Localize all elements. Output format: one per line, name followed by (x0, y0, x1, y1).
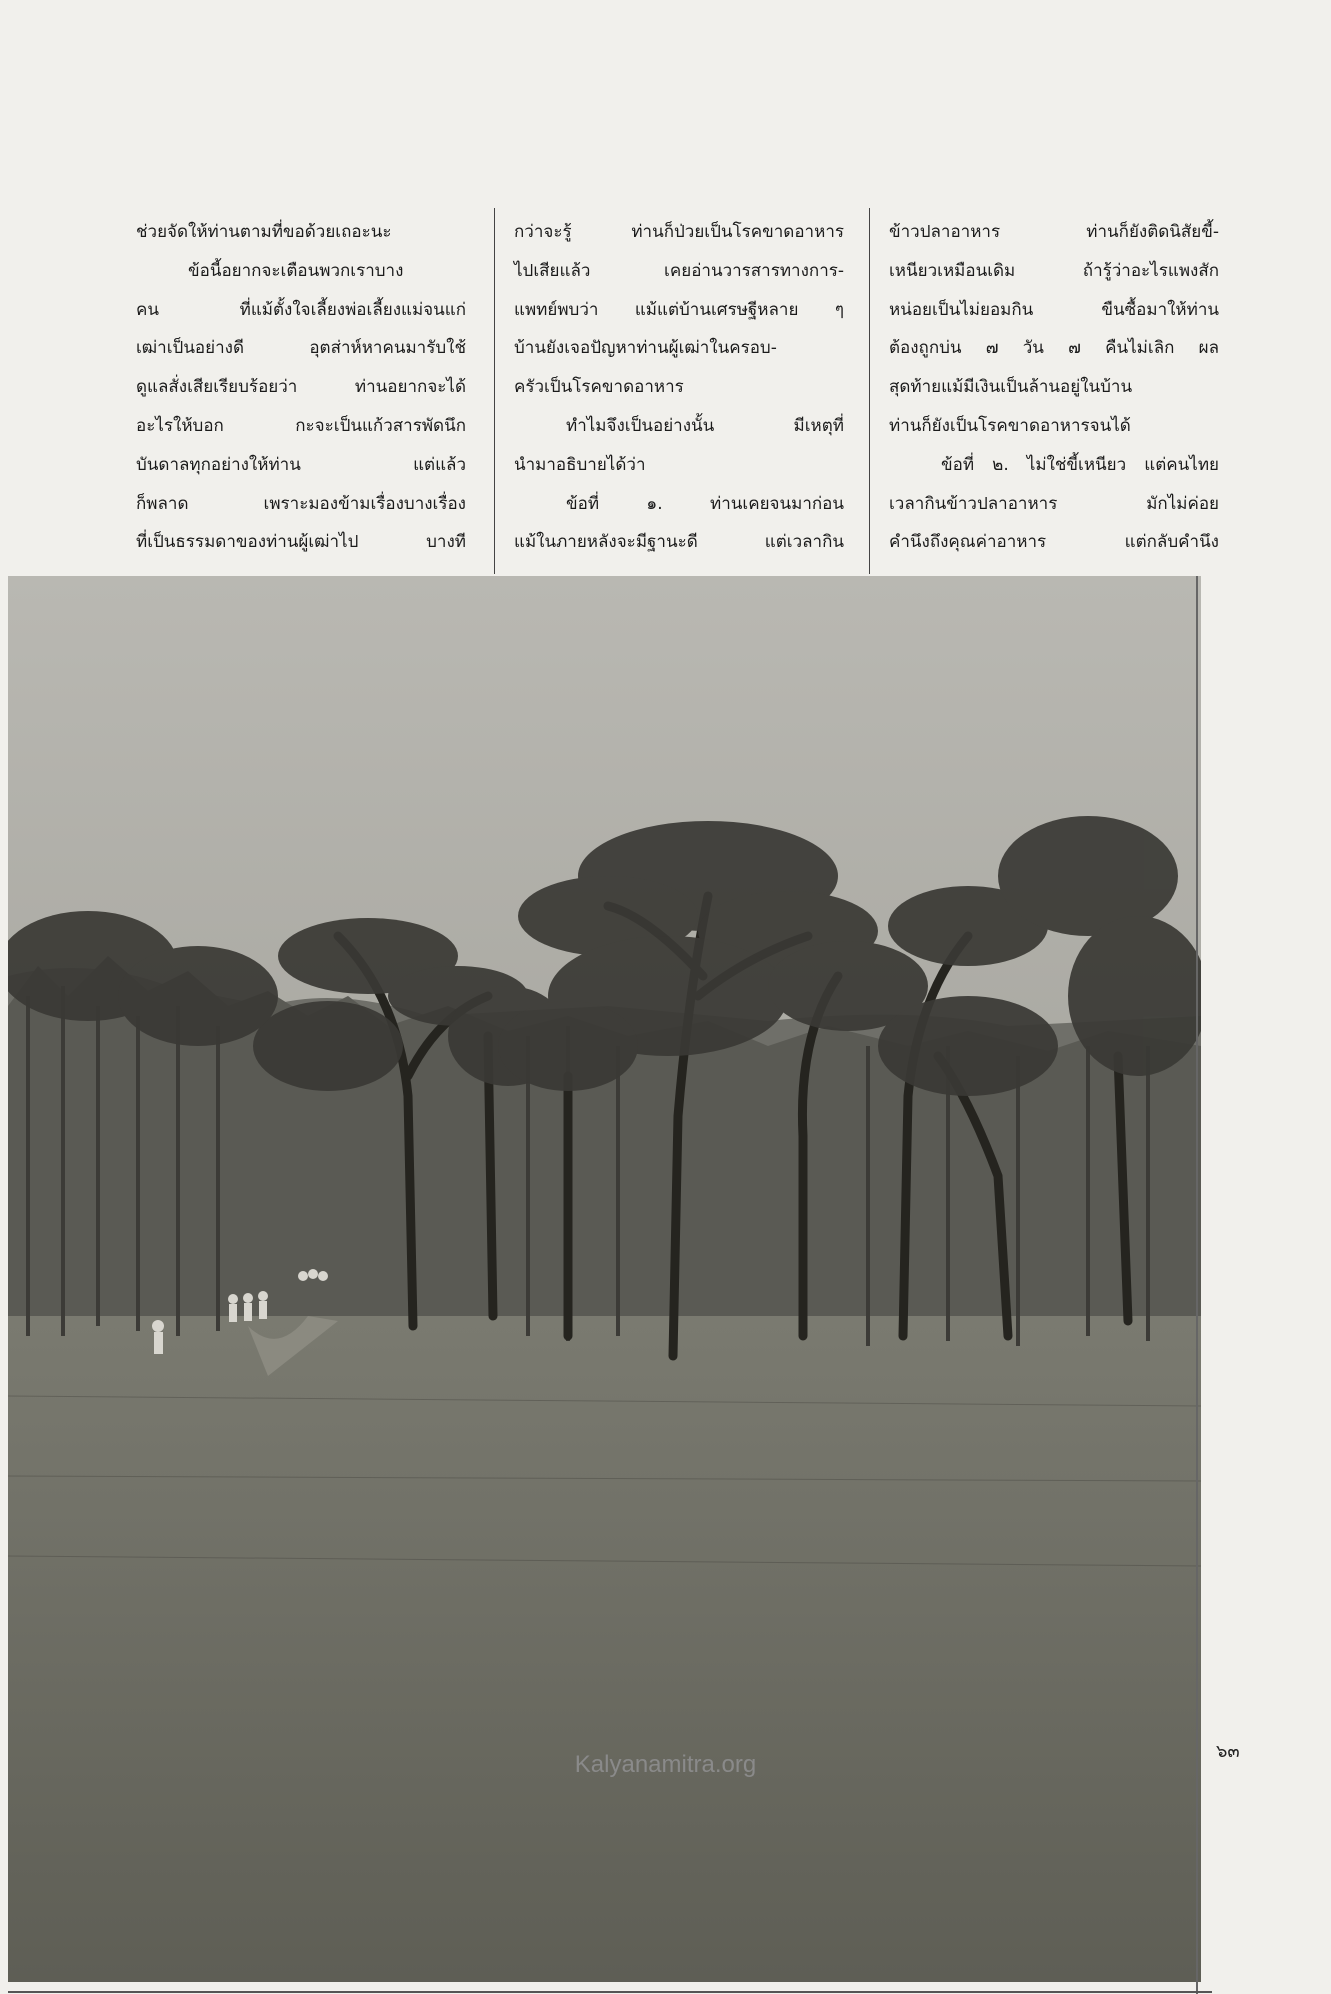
text-line: ข้าวปลาอาหาร ท่านก็ยังติดนิสัยขี้- (889, 222, 1219, 242)
text-column-2 (514, 213, 844, 562)
text-line: นำมาอธิบายได้ว่า (514, 454, 646, 475)
text-line: ทำไมจึงเป็นอย่างนั้น มีเหตุที่ (566, 415, 844, 436)
text-column-3 (889, 213, 1219, 562)
column-divider (494, 208, 495, 574)
text-line: คำนึงถึงคุณค่าอาหาร แต่กลับคำนึง (889, 532, 1219, 553)
column-divider (869, 208, 870, 574)
text-line: ข้อนี้อยากจะเตือนพวกเราบาง (188, 260, 404, 281)
photo-border-right (1196, 576, 1198, 1994)
text-line: แพทย์พบว่า แม้แต่บ้านเศรษฐีหลาย ๆ (514, 299, 844, 320)
text-line: ครัวเป็นโรคขาดอาหาร (514, 377, 684, 398)
text-line: ข้อที่ ๒. ไม่ใช่ขี้เหนียว แต่คนไทย (941, 454, 1219, 475)
text-line: ก็พลาด เพราะมองข้ามเรื่องบางเรื่อง (136, 493, 466, 514)
photo-border-bottom (8, 1991, 1212, 1993)
text-line: บันดาลทุกอย่างให้ท่าน แต่แล้ว (136, 454, 466, 475)
text-line: กว่าจะรู้ ท่านก็ป่วยเป็นโรคขาดอาหาร (514, 222, 844, 242)
text-line: ช่วยจัดให้ท่านตามที่ขอด้วยเถอะนะ (136, 222, 392, 242)
text-line: ต้องถูกบ่น ๗ วัน ๗ คืนไม่เลิก ผล (889, 338, 1219, 359)
watermark: Kalyanamitra.org (574, 1751, 757, 1778)
text-line: ดูแลสั่งเสียเรียบร้อยว่า ท่านอยากจะได้ (136, 377, 466, 398)
text-line: ข้อที่ ๑. ท่านเคยจนมาก่อน (566, 493, 844, 514)
text-line: บ้านยังเจอปัญหาท่านผู้เฒ่าในครอบ- (514, 338, 777, 359)
page-number: ๖๓ (1216, 1741, 1240, 1762)
text-line: ที่เป็นธรรมดาของท่านผู้เฒ่าไป บางที (136, 532, 466, 553)
text-line: ท่านก็ยังเป็นโรคขาดอาหารจนได้ (889, 415, 1131, 436)
text-line: ไปเสียแล้ว เคยอ่านวารสารทางการ- (514, 260, 844, 281)
text-line: เหนียวเหมือนเดิม ถ้ารู้ว่าอะไรแพงสัก (889, 260, 1219, 281)
text-line: แม้ในภายหลังจะมีฐานะดี แต่เวลากิน (514, 532, 844, 553)
text-line: อะไรให้บอก กะจะเป็นแก้วสารพัดนึก (136, 415, 466, 436)
text-column-1 (136, 213, 466, 562)
text-line: หน่อยเป็นไม่ยอมกิน ขืนซื้อมาให้ท่าน (889, 299, 1219, 320)
text-line: เวลากินข้าวปลาอาหาร มักไม่ค่อย (889, 493, 1219, 514)
text-line: คน ที่แม้ตั้งใจเลี้ยงพ่อเลี้ยงแม่จนแก่ (136, 299, 466, 320)
text-line: เฒ่าเป็นอย่างดี อุตส่าห์หาคนมารับใช้ (136, 338, 466, 359)
text-line: สุดท้ายแม้มีเงินเป็นล้านอยู่ในบ้าน (889, 377, 1133, 398)
